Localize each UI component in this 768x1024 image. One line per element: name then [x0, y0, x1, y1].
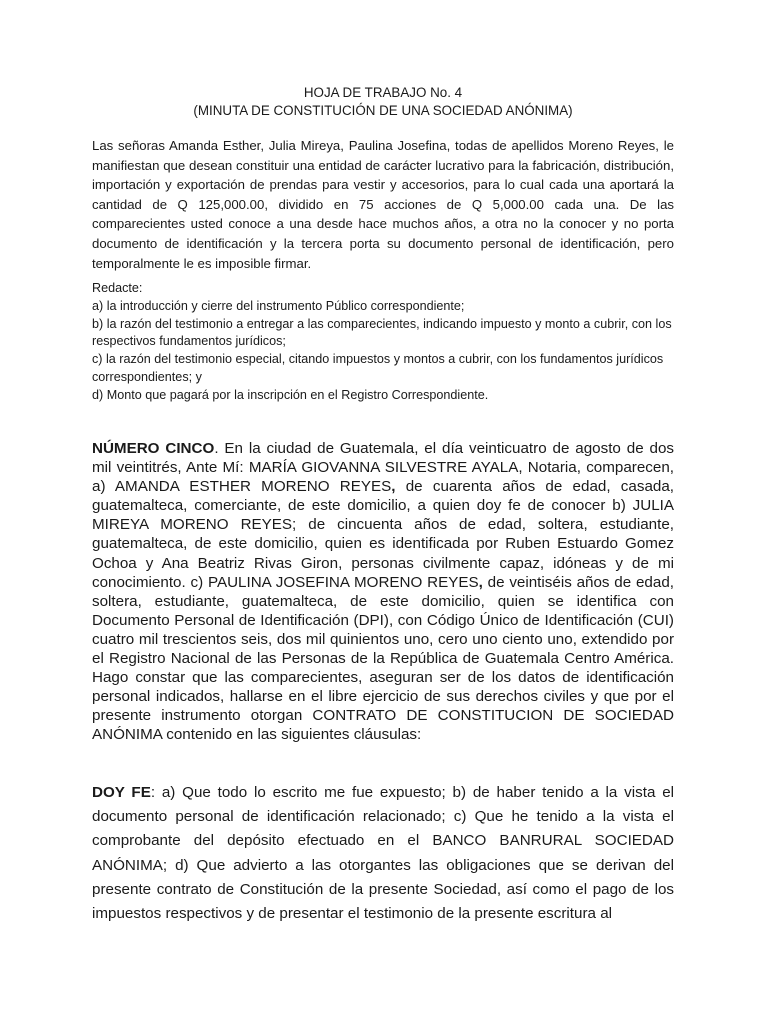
party-name-1: AMANDA ESTHER MORENO REYES: [114, 478, 392, 496]
deed-text-part-3: de veintiséis años de edad, soltera, estudiante, guatemalteca, de este domicilio, quien se identifica con Documento Personal de Identificación (DPI), con Código Único de Identificación (CUI) cuatro mil trescientos seis, dos mil quinientos uno, cero uno ciento uno, extendido por el Registro Nacional de las Personas de la República de Guatemala Centro América. Hago constar que las comparecientes, aseguran ser de los datos de identificación personal indicados, hallarse en el libre ejercicio de sus derechos civiles y que por el presente instrumento otorgan CONTRATO DE CONSTITUCION DE SOCIEDAD ANÓNIMA contenido en las siguientes cláusulas:: [92, 573, 674, 744]
deed-introduction-text: [92, 439, 674, 745]
page-subtitle: (MINUTA DE CONSTITUCIÓN DE UNA SOCIEDAD ANÓNIMA): [193, 103, 573, 118]
instruction-item-d: d) Monto que pagará por la inscripción en el Registro Correspondiente.: [92, 387, 489, 402]
doy-fe-text: : a) Que todo lo escrito me fue expuesto; b) de haber tenido a la vista el documento personal de identificación relacionado; c) Que he tenido a la vista el comprobante del depósito efectuado en el BANCO BANRURAL SOCIEDAD ANÓNIMA; d) Que advierto a las otorgantes las obligaciones que se derivan del presente contrato de Constitución de la presente Sociedad, así como el pago de los impuestos respectivos y de presentar el testimonio de la presente escritura al: [92, 784, 675, 923]
page-title: HOJA DE TRABAJO No. 4: [303, 85, 463, 100]
instructions-list: [92, 280, 674, 405]
doy-fe-heading: DOY FE: [92, 784, 151, 801]
instruction-item-c: c) la razón del testimonio especial, citando impuestos y montos a cubrir, con los fundamentos jurídicos correspondientes; y: [92, 352, 664, 384]
deed-text-part-1: . En la ciudad de Guatemala, el día veinticuatro de agosto de dos mil veintitrés, Ante Mí: MARÍA GIOVANNA SILVESTRE AYALA, Notaria, comparecen, a): [92, 440, 674, 496]
case-statement: [92, 136, 674, 273]
case-statement-text: Las señoras Amanda Esther, Julia Mireya, Paulina Josefina, todas de apellidos Moreno Reyes, le manifiestan que desean constituir una entidad de carácter lucrativo para la fabricación, distribución, importación y exportación de prendas para vestir y accesorios, para lo cual cada una aportará la cantidad de Q 125,000.00, dividido en 75 acciones de Q 5,000.00 cada una. De las comparecientes usted conoce a una desde hace muchos años, a otra no la conocer y no porta documento de identificación y la tercera porta su documento personal de identificación, pero temporalmente le es imposible firmar.: [92, 138, 674, 271]
document-header: [92, 84, 674, 120]
party-name-3-comma: ,: [478, 573, 483, 591]
deed-closing: [92, 781, 674, 926]
instruction-item-b: b) la razón del testimonio a entregar a las comparecientes, indicando impuesto y monto a cubrir, con los respectivos fundamentos jurídicos;: [92, 316, 672, 349]
deed-text-part-2: de cuarenta años de edad, casada, guatemalteca, comerciante, de este domicilio, a quien doy fe de conocer b) JULIA MIREYA MORENO REYES; de cincuenta años de edad, soltera, estudiante, guatemalteca, de este domicilio, quien es identificada por Ruben Estuardo Gomez Ochoa y Ana Beatriz Rivas Giron, personas civilmente capaz, idóneas y de mi conocimiento. c): [92, 478, 675, 591]
deed-introduction: [92, 439, 674, 745]
instructions-heading: Redacte:: [92, 281, 143, 295]
party-name-1-comma: ,: [391, 478, 396, 496]
deed-number-heading: NÚMERO CINCO: [92, 440, 215, 457]
party-name-3: PAULINA JOSEFINA MORENO REYES: [207, 573, 479, 591]
deed-closing-text: [92, 781, 674, 926]
instruction-item-a: a) la introducción y cierre del instrumento Público correspondiente;: [92, 298, 465, 313]
